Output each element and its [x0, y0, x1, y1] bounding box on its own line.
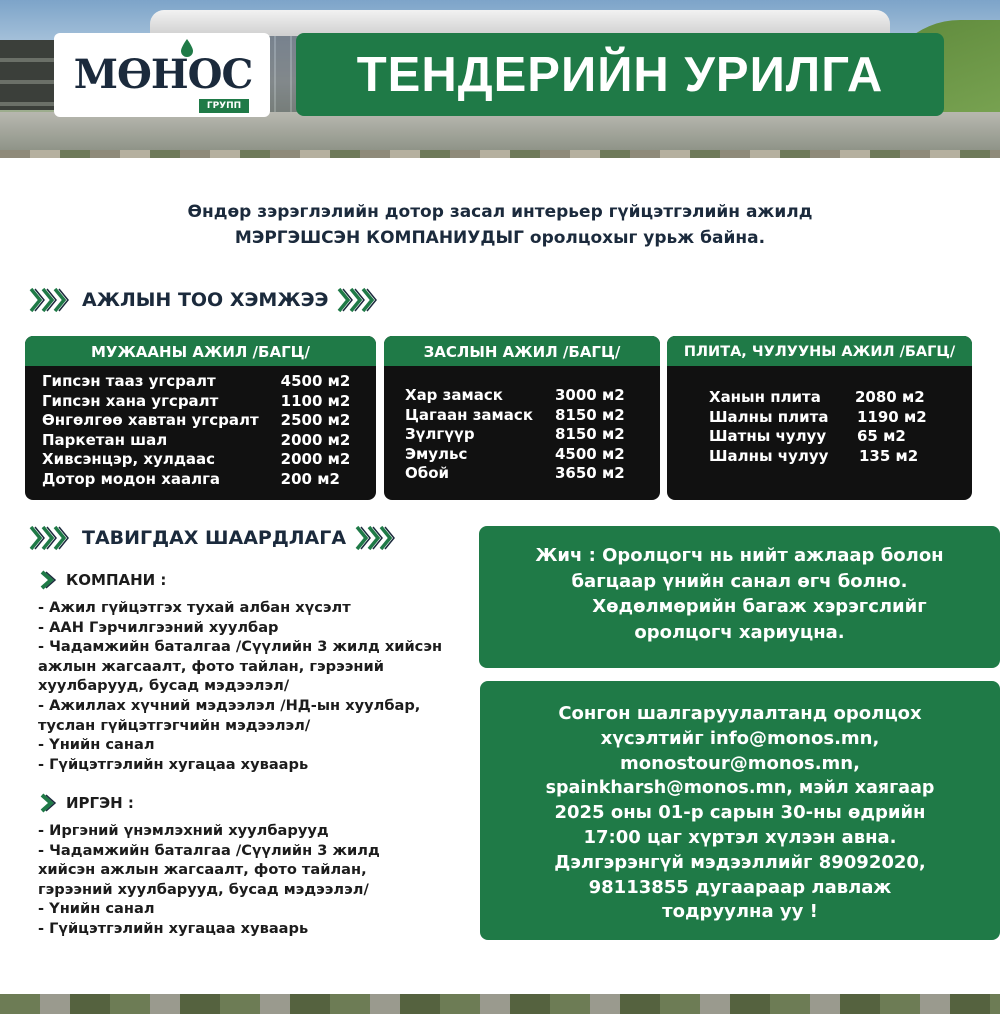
item-name: Цагаан замаск [405, 405, 533, 424]
contact-box [480, 681, 1000, 940]
monos-logo [54, 33, 270, 117]
list-item: - Иргэний үнэмлэхний хуулбарууд [38, 822, 329, 839]
contact-line-7: Дэлгэрэнгүй мэдээллийг 89092020, [554, 851, 926, 873]
contact-line-4: spainkharsh@monos.mn, мэйл хаягаар [545, 778, 935, 799]
section-requirements [28, 524, 400, 552]
citizen-label [38, 793, 134, 813]
list-item: - Гүйцэтгэлийн хугацаа хуваарь [38, 919, 309, 937]
item-qty: 1190 м2 [857, 407, 927, 426]
citizen-label-text: ИРГЭН : [66, 794, 134, 812]
item-name: Хар замаск [405, 386, 503, 404]
card-carpentry-header: МУЖААНЫ АЖИЛ /БАГЦ/ [25, 336, 376, 366]
note-box [479, 526, 1000, 668]
chevrons-icon [354, 524, 400, 552]
table-row [42, 431, 350, 451]
item-qty: 8150 м2 [555, 405, 625, 424]
item-name: Дотор модон хаалга [42, 469, 221, 488]
card-tile-stone-table [709, 388, 927, 466]
list-item: - Ажиллах хүчний мэдээлэл /НД-ын хуулбар, туслан гүйцэтгэгчийн мэдээлэл/ [38, 696, 421, 734]
table-row [709, 427, 927, 447]
citizen-requirements-list [38, 821, 380, 939]
list-item: - Үнийн санал [38, 736, 155, 754]
item-name: Зүлгүүр [405, 425, 475, 444]
contact-line-2: хүсэлтийг info@monos.mn, [600, 727, 880, 749]
contact-line-1: Сонгон шалгаруулалтанд оролцох [558, 703, 922, 724]
note-line-2: багцаар үнийн санал өгч болно. [571, 570, 908, 592]
card-tile-stone-header: ПЛИТА, ЧУЛУУНЫ АЖИЛ /БАГЦ/ [667, 336, 972, 366]
card-finishing [384, 336, 660, 500]
table-row [42, 470, 350, 490]
logo-word: МӨНОС [73, 51, 253, 98]
list-item: - Үнийн санал [38, 900, 155, 918]
item-qty: 200 м2 [280, 469, 340, 488]
company-requirements-list [38, 598, 442, 774]
contact-line-8: 98113855 дугаараар лавлаж [588, 876, 892, 898]
item-qty: 2000 м2 [280, 450, 351, 469]
note-line-4: оролцогч хариуцна. [634, 621, 845, 643]
title-banner [296, 33, 944, 116]
item-name: Гипсэн хана угсралт [42, 391, 219, 410]
chevrons-icon [28, 524, 74, 552]
item-name: Шатны чулуу [709, 427, 827, 446]
item-name: Обой [405, 464, 450, 483]
item-qty: 3000 м2 [555, 386, 625, 404]
item-name: Өнгөлгөө хавтан угсралт [42, 411, 259, 430]
chevrons-icon [336, 286, 382, 314]
list-item: - ААН Гэрчилгээний хуулбар [38, 618, 279, 636]
item-qty: 1100 м2 [280, 391, 351, 410]
item-qty: 135 м2 [859, 446, 919, 465]
chevron-right-icon [38, 793, 58, 813]
company-label [38, 570, 166, 590]
page-title: ТЕНДЕРИЙН УРИЛГА [356, 47, 884, 102]
table-row [42, 450, 350, 470]
section-requirements-title: ТАВИГДАХ ШААРДЛАГА [82, 527, 347, 549]
table-row [709, 447, 927, 467]
contact-line-3: monostour@monos.mn, [620, 752, 860, 774]
table-row [709, 408, 927, 428]
table-row [405, 464, 625, 484]
item-name: Эмульс [405, 444, 468, 463]
contact-line-9: тодруулна уу ! [662, 901, 818, 923]
footer-photo-strip [0, 994, 1000, 1014]
card-carpentry-table [42, 372, 350, 490]
item-qty: 65 м2 [857, 427, 906, 446]
item-qty: 3650 м2 [555, 464, 625, 483]
chevron-right-icon [38, 570, 58, 590]
note-line-3: Хөдөлмөрийн багаж хэрэгслийг [592, 596, 927, 617]
card-finishing-table [405, 386, 625, 484]
item-qty: 2080 м2 [855, 388, 925, 406]
table-row [42, 392, 350, 412]
item-name: Хивсэнцэр, хулдаас [42, 450, 216, 469]
item-name: Ханын плита [709, 388, 821, 406]
intro-line-1: Өндөр зэрэглэлийн дотор засал интерьер гүйцэтгэлийн ажилд [187, 202, 813, 222]
chevrons-icon [28, 286, 74, 314]
item-name: Шалны плита [709, 407, 829, 426]
section-scope [28, 286, 382, 314]
card-finishing-header: ЗАСЛЫН АЖИЛ /БАГЦ/ [384, 336, 660, 366]
table-row [405, 406, 625, 426]
card-tile-stone [667, 336, 972, 500]
item-name: Шалны чулуу [709, 446, 829, 465]
note-line-1: Жич : Оролцогч нь нийт ажлаар болон [535, 545, 944, 566]
item-name: Гипсэн тааз угсралт [42, 372, 216, 390]
contact-line-6: 17:00 цаг хүртэл хүлээн авна. [583, 826, 897, 848]
table-row [405, 445, 625, 465]
table-row [405, 425, 625, 445]
item-qty: 2500 м2 [280, 411, 351, 430]
item-name: Паркетан шал [42, 430, 168, 449]
item-qty: 2000 м2 [280, 430, 351, 449]
table-row [405, 386, 625, 406]
table-row [709, 388, 927, 408]
intro-text [0, 199, 1000, 251]
card-carpentry [25, 336, 376, 500]
logo-group-tag: ГРУПП [199, 99, 249, 113]
header-divider [0, 150, 1000, 158]
item-qty: 8150 м2 [555, 425, 625, 444]
table-row [42, 372, 350, 392]
section-scope-title: АЖЛЫН ТОО ХЭМЖЭЭ [82, 289, 329, 311]
list-item: - Ажил гүйцэтгэх тухай албан хүсэлт [38, 599, 351, 616]
list-item: - Гүйцэтгэлийн хугацаа хуваарь [38, 755, 309, 773]
table-row [42, 411, 350, 431]
contact-line-5: 2025 оны 01-р сарын 30-ны өдрийн [554, 802, 926, 824]
list-item: - Чадамжийн баталгаа /Сүүлийн 3 жилд хийсэн ажлын жагсаалт, фото тайлан, гэрээний хуулбарууд, бусад мэдээлэл/ [38, 841, 380, 898]
item-qty: 4500 м2 [280, 372, 351, 390]
company-label-text: КОМПАНИ : [66, 571, 167, 589]
intro-line-2: МЭРГЭШСЭН КОМПАНИУДЫГ оролцохыг урьж байна. [234, 228, 766, 248]
list-item: - Чадамжийн баталгаа /Сүүлийн 3 жилд хийсэн ажлын жагсаалт, фото тайлан, гэрээний хуулбарууд, бусад мэдээлэл/ [38, 638, 443, 695]
item-qty: 4500 м2 [555, 444, 625, 463]
